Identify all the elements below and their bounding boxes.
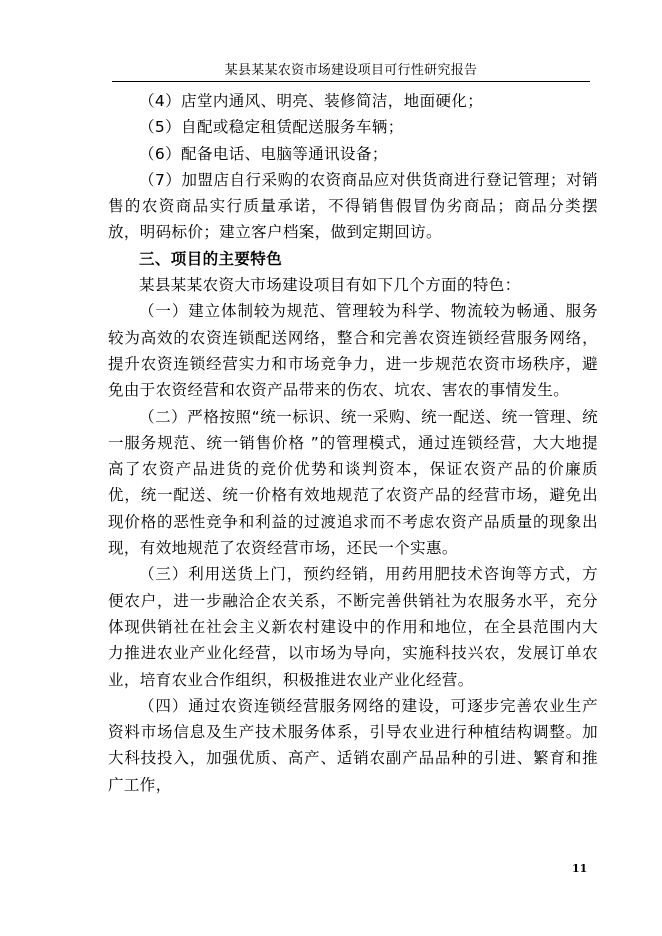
page-header-title: 某县某某农资市场建设项目可行性研究报告 [224, 63, 478, 78]
list-item-5: （5）自配或稳定租赁配送服务车辆； [139, 118, 404, 137]
list-item-7: （7）加盟店自行采购的农资商品应对供货商进行登记管理；对销售的农资商品实行质量承诺，不得销售假冒伪劣商品；商品分类摆放，明码标价；建立客户档案，做到定期回访。 [108, 170, 598, 242]
feature-paragraph-1: （一）建立体制较为规范、管理较为科学、物流较为畅通、服务较为高效的农资连锁配送网络，整合和完善农资连锁经营服务网络，提升农资连锁经营实力和市场竞争力，进一步规范农资市场秩序，避免由于农资经营和农资产品带来的伤农、坑农、害农的事情发生。 [108, 302, 598, 400]
section-intro: 某县某某农资大市场建设项目有如下几个方面的特色： [139, 276, 521, 295]
section-heading: 三、项目的主要特色 [139, 249, 283, 268]
header-divider [112, 81, 590, 82]
feature-paragraph-3: （三）利用送货上门，预约经销，用药用肥技术咨询等方式，方便农户，进一步融洽企农关系，不断完善供销社为农服务水平，充分体现供销社在社会主义新农村建设中的作用和地位，在全县范围内大力推进农业产业化经营，以市场为导向，实施科技兴农，发展订单农业，培育农业合作组织，积极推进农业产业化经营。 [108, 565, 598, 689]
list-item-6: （6）配备电话、电脑等通讯设备； [139, 144, 388, 163]
document-body [108, 88, 598, 798]
list-item-4: （4）店堂内通风、明亮、装修简洁，地面硬化； [139, 92, 484, 110]
page-number: 11 [572, 862, 588, 875]
feature-paragraph-2: （二）严格按照“统一标识、统一采购、统一配送、统一管理、统一服务规范、统一销售价格 ”的管理模式，通过连锁经营，大大地提高了农资产品进货的竞价优势和谈判资本，保证农资产品的价廉质优，统一配送、统一价格有效地规范了农资产品的经营市场，避免出现价格的恶性竞争和利益的过渡追求而不考虑农资产品质量的现象出现，有效地规范了农资经营市场，还民一个实惠。 [108, 407, 598, 558]
feature-paragraph-4: （四）通过农资连锁经营服务网络的建设，可逐步完善农业生产资料市场信息及生产技术服务体系，引导农业进行种植结构调整。加大科技投入，加强优质、高产、适销农副产品品种的引进、繁育和推广工作， [108, 696, 598, 794]
